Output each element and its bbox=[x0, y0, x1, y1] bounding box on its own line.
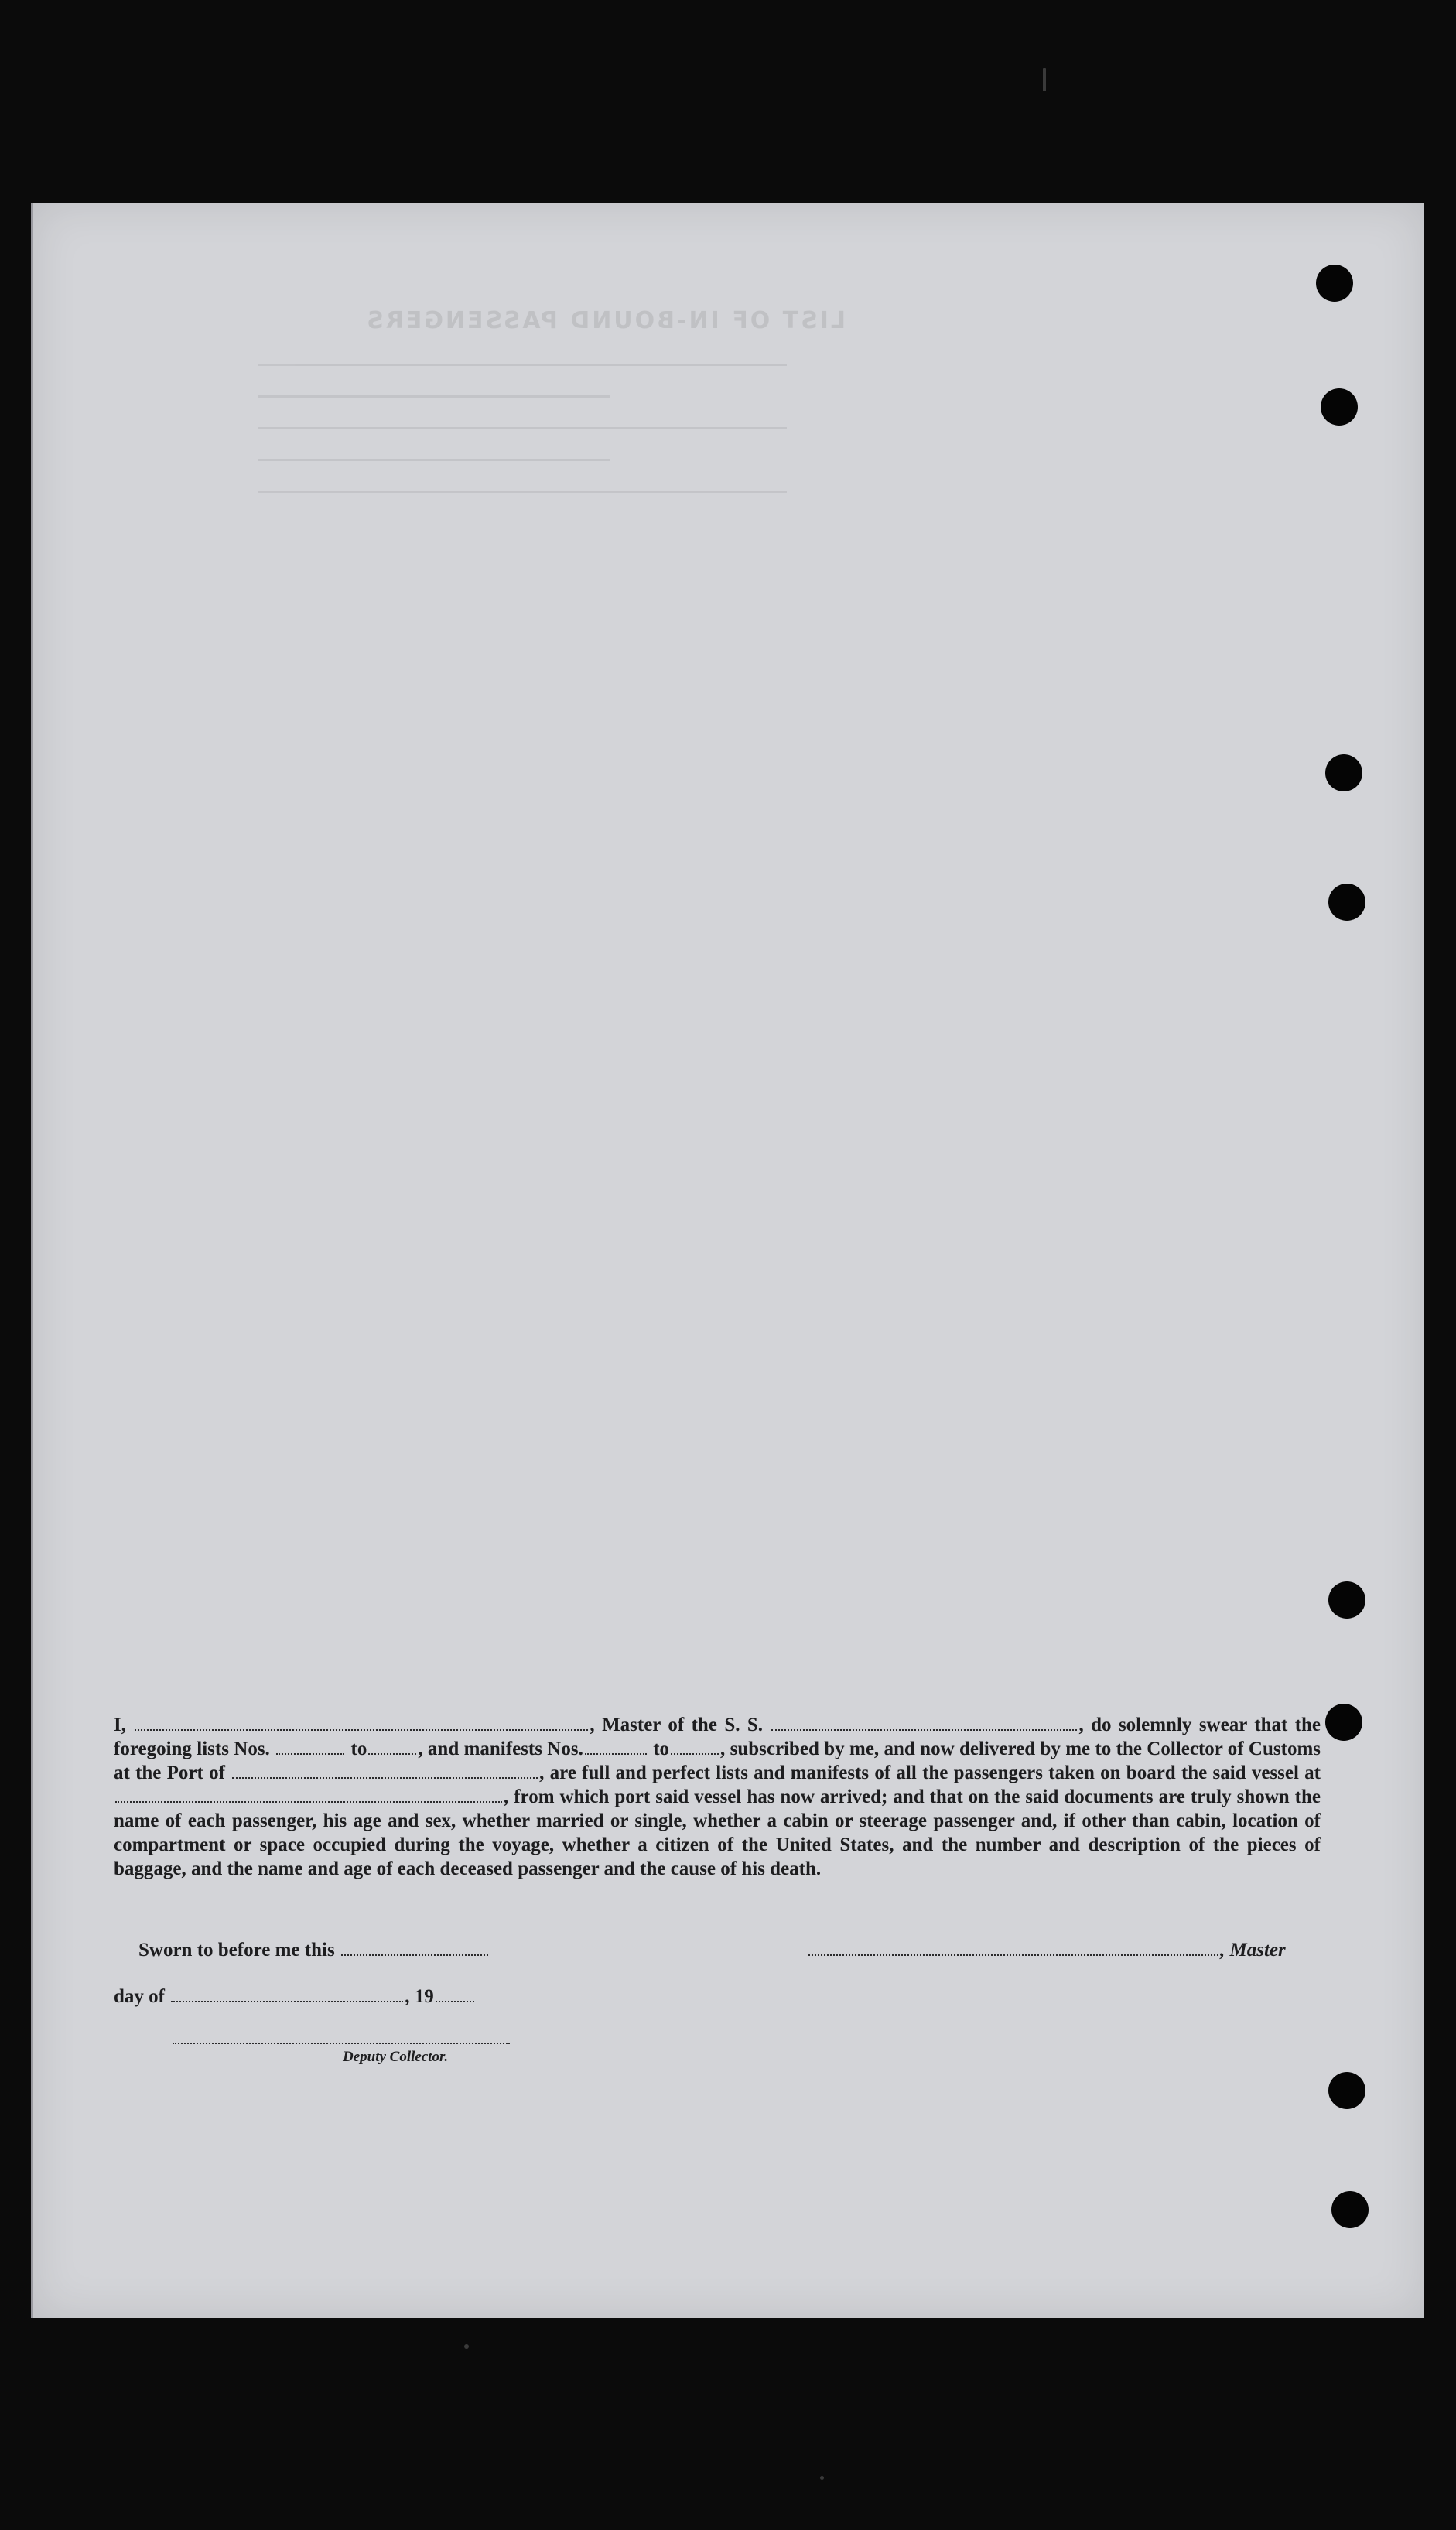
year-blank bbox=[436, 1985, 474, 2002]
punch-hole bbox=[1316, 265, 1353, 302]
punch-hole bbox=[1325, 1704, 1362, 1741]
oath-text: manifests of all the passengers taken on board the said vessel at bbox=[790, 1762, 1321, 1783]
oath-text: port said vessel has now arrived; and that on the said documents are truly shown the name of each passenger, his age and sex, whether married or single, whether a cabin or steerage passenger and, if other than cabin, location of compartment or space occupied during the voyage, whether a citizen of the United States, and the number and description of the pieces of baggage, and the name and age of each deceased passenger and the cause of his death. bbox=[114, 1786, 1321, 1879]
punch-hole bbox=[1321, 388, 1358, 426]
oath-text: I, bbox=[114, 1715, 126, 1735]
ship-name-blank bbox=[771, 1714, 1077, 1731]
punch-hole bbox=[1331, 2191, 1369, 2228]
master-signature-blank bbox=[808, 1939, 1218, 1956]
oath-text: to bbox=[350, 1739, 367, 1759]
oath-text: delivered by me to the Collector of Customs at the Port of bbox=[114, 1739, 1321, 1783]
year-label: , 19 bbox=[405, 1986, 434, 2007]
scan-speck bbox=[464, 2344, 469, 2349]
punch-hole bbox=[1328, 2072, 1365, 2109]
oath-text: , are full and perfect lists and bbox=[539, 1762, 785, 1783]
oath-text: to bbox=[653, 1739, 670, 1759]
punch-hole bbox=[1328, 884, 1365, 921]
oath-text: swear that the foregoing lists Nos. bbox=[114, 1715, 1321, 1759]
deputy-signature-line bbox=[171, 2027, 511, 2050]
oath-text: , Master of the S. S. bbox=[590, 1715, 764, 1735]
sworn-label: Sworn to before me this bbox=[138, 1940, 335, 1961]
day-of-label: day of bbox=[114, 1986, 165, 2007]
sworn-date-blank bbox=[341, 1939, 488, 1956]
master-name-blank bbox=[135, 1714, 588, 1731]
scan-speck bbox=[1043, 68, 1046, 91]
manifest-to-blank bbox=[671, 1738, 719, 1755]
manifest-from-blank bbox=[585, 1738, 647, 1755]
oath-text: , and manifests Nos. bbox=[418, 1739, 583, 1759]
sworn-line bbox=[138, 1939, 490, 1961]
master-label: , Master bbox=[1220, 1940, 1286, 1961]
master-oath-paragraph bbox=[114, 1713, 1321, 1881]
day-line bbox=[114, 1985, 476, 2008]
list-to-blank bbox=[368, 1738, 416, 1755]
day-blank bbox=[171, 1985, 403, 2002]
bleed-through-text bbox=[258, 307, 846, 632]
deputy-collector-label: Deputy Collector. bbox=[343, 2049, 449, 2065]
deputy-signature-blank bbox=[173, 2027, 510, 2044]
departure-port-blank bbox=[115, 1786, 502, 1803]
punch-hole bbox=[1325, 754, 1362, 791]
document-page bbox=[31, 203, 1424, 2318]
port-blank bbox=[232, 1762, 538, 1779]
scan-speck bbox=[820, 2476, 824, 2480]
punch-hole bbox=[1328, 1581, 1365, 1619]
oath-text: , do solemnly bbox=[1078, 1715, 1192, 1735]
list-from-blank bbox=[276, 1738, 344, 1755]
oath-text: , subscribed by me, and now bbox=[720, 1739, 955, 1759]
bleed-through-title: LIST OF IN-BOUND PASSENGERS bbox=[364, 307, 846, 334]
oath-text: , from which bbox=[504, 1786, 610, 1807]
master-signature-line bbox=[807, 1939, 1286, 1961]
